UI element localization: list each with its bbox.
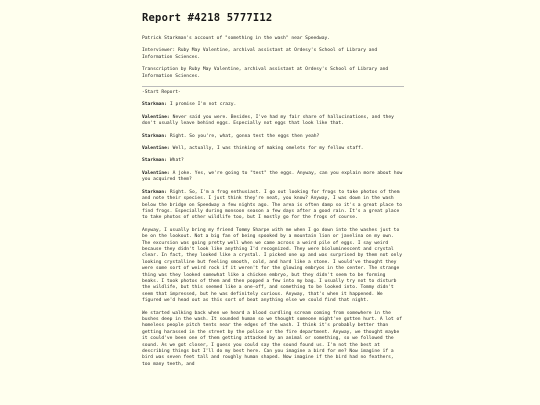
dialogue-line: [142, 158, 404, 164]
dialogue-line: [142, 171, 404, 184]
report-title: Report #4218 5777I12: [142, 12, 273, 24]
dialogue-text: Never said you were. Besides, I've had my fair share of hallucinations, and they don't usually leave behind eggs. Especially not eggs that look like that.: [142, 114, 394, 127]
dialogue-text: Right. So you're, what, gonna test the eggs then yeah?: [169, 133, 320, 139]
paragraph-text: Anyway, I usually bring my friend Tommy Sharpe with me when I go down into the washes just to be on the lookout. Not a big fan of being spooked by a mountain lion or javelina on my own. The excursion was going pretty well when we came across a weird pile of eggs. I say weird because they didn't look like anything I'd recognized. They were bioluminescent and crystal clear. In fact, they looked like a crystal. I picked one up and was surprised by them not only looking crystalline but feeling smooth, cold, and hard like a stone. I would've thought they were some sort of weird rock if it weren't for the glowing embryos in the center. The strange thing was they looked somewhat like a chicken embryo, but they didn't seem to be forming beaks. I took photos of them and then popped a few into my bag. I usually try not to disturb the wildlife, but this seemed like a one-off, and something to be looked into. Tommy didn't seem that impressed, but he was definitely curious. Anyway, that's when it happened. We figured we'd head out as this sort of beat anything else we could find that night.: [142, 227, 402, 304]
dialogue-text: Right. So, I'm a frog enthusiast. I go out looking for frogs to take photos of them and note their species. I just think they're neat, you know? Anyway, I was down in the wash below the bridge on Speedway a few nights ago. The area is often damp so it's a great place to find frogs. Especially during monsoon season a few days after a good rain. It's a great place to take photos of other wildlife too, but I mostly go for the frogs of course.: [142, 189, 402, 221]
speaker-label: Starkman:: [142, 133, 167, 139]
speaker-label: Valentine:: [142, 114, 170, 120]
intro-interviewer: Interviewer: Ruby May Valentine, archival assistant at Ordesy's School of Library and Information Sciences.: [142, 48, 378, 60]
speaker-label: Starkman:: [142, 102, 167, 108]
dialogue-line: [142, 134, 404, 140]
paragraph: [142, 228, 404, 305]
intro-account: Patrick Starkman's account of "something in the wash" near Speedway.: [142, 36, 331, 41]
dialogue-line: [142, 190, 404, 222]
paragraph-text: We started walking back when we heard a blood curdling scream coming from somewhere in the bushes deep in the wash. It sounded human so we thought someone might've gotten hurt. A lot of homeless people pitch tents near the edges of the wash. I think it's probably better than getting harassed in the street by the police or the fire department. Anyway, we thought maybe it could've been one of them getting attacked by an animal or something, so we followed the sound. As we got closer, I guess you could say the sound found us. I'm not the best at describing things but I'll do my best here. Can you imagine a bird for me? Now imagine if a bird was seven feet tall and roughly human shaped. Now imagine if the bird had no feathers, too many teeth, and: [142, 310, 402, 367]
dialogue-text: I promise I'm not crazy.: [169, 102, 237, 108]
start-marker: -Start Report-: [142, 90, 181, 96]
dialogue-line: [142, 146, 404, 152]
dialogue-line: [142, 102, 404, 108]
speaker-label: Valentine:: [142, 146, 170, 152]
dialogue-text: What?: [169, 158, 184, 164]
speaker-label: Valentine:: [142, 170, 170, 176]
speaker-label: Starkman:: [142, 189, 167, 195]
dialogue-line: [142, 115, 404, 128]
intro-transcription: Transcription by Ruby May Valentine, archival assistant at Ordesy's School of Library and Information Sciences.: [142, 67, 389, 79]
dialogue-text: A joke. Yes, we're going to "test" the eggs. Anyway, can you explain more about how you acquired them?: [142, 170, 403, 183]
divider: [142, 86, 404, 87]
paragraph: [142, 311, 404, 369]
speaker-label: Starkman:: [142, 158, 167, 164]
dialogue-text: Well, actually, I was thinking of making omelets for my fellow staff.: [172, 146, 364, 152]
document-column: [142, 12, 404, 368]
